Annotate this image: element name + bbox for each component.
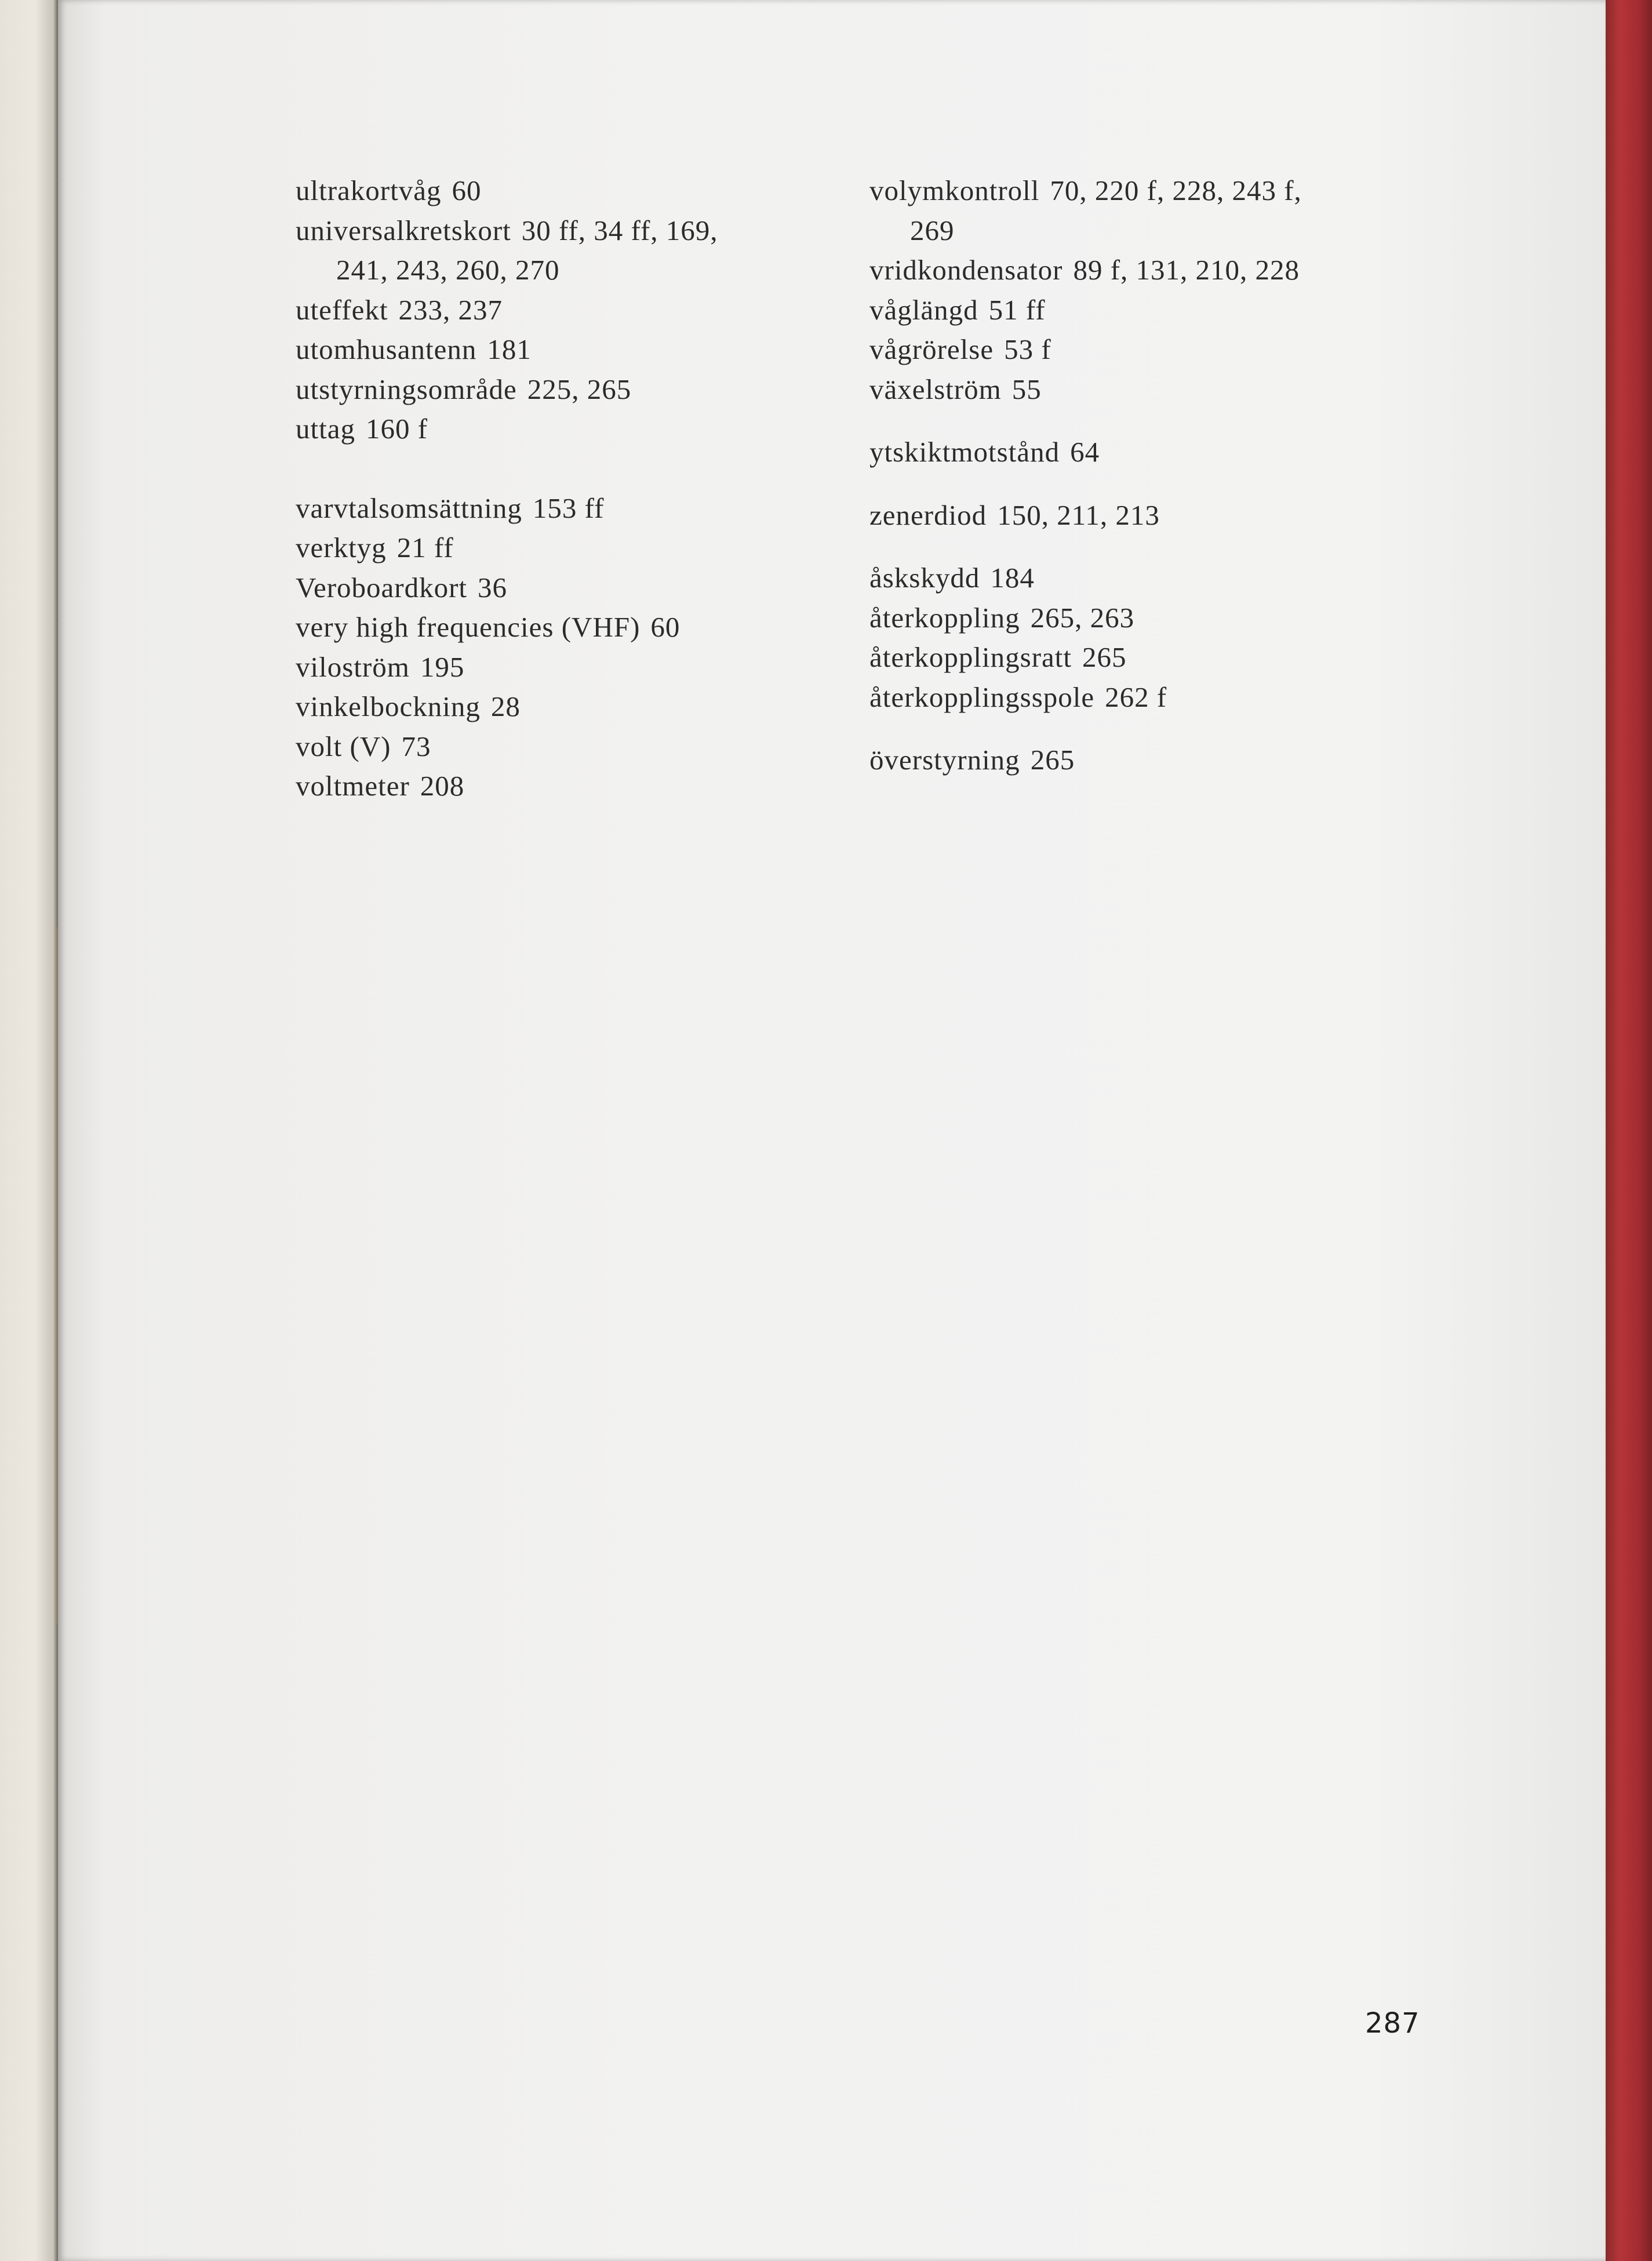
index-entry: uttag 160 f xyxy=(296,413,428,445)
facing-page-edge xyxy=(0,0,58,2261)
index-entry: åskskydd 184 xyxy=(869,562,1035,594)
index-entry: återkoppling 265, 263 xyxy=(869,601,1135,634)
index-entry-continuation: 241, 243, 260, 270 xyxy=(336,254,560,286)
index-entry: våglängd 51 ff xyxy=(869,293,1046,326)
index-entry: vinkelbockning 28 xyxy=(296,690,521,722)
index-entry: volymkontroll 70, 220 f, 228, 243 f, xyxy=(869,175,1302,206)
index-entry: uteffekt 233, 237 xyxy=(296,293,503,326)
index-column-left xyxy=(296,171,875,806)
index-group-v-cont xyxy=(869,171,1449,409)
index-group-oe xyxy=(869,740,1449,780)
index-entry: varvtalsomsättning 153 ff xyxy=(296,492,605,524)
index-entry: återkopplingsratt 265 xyxy=(869,641,1127,673)
index-entry: vridkondensator 89 f, 131, 210, 228 xyxy=(869,254,1300,286)
group-spacer xyxy=(869,717,1449,740)
index-entry: återkopplingsspole 262 f xyxy=(869,681,1167,713)
index-group-z xyxy=(869,496,1449,536)
index-entry: viloström 195 xyxy=(296,650,465,683)
page-number: 287 xyxy=(1365,2007,1420,2040)
book-cover-edge xyxy=(1606,0,1652,2261)
index-entry: Veroboardkort 36 xyxy=(296,571,508,604)
index-entry-continuation: 269 xyxy=(910,214,955,246)
index-group-v xyxy=(296,489,875,806)
index-entry: verktyg 21 ff xyxy=(296,532,454,564)
group-spacer xyxy=(296,449,875,489)
index-column-right xyxy=(869,171,1449,780)
group-spacer xyxy=(869,409,1449,432)
group-spacer xyxy=(869,472,1449,496)
index-group-aa xyxy=(869,558,1449,717)
index-entry: utomhusantenn 181 xyxy=(296,333,532,365)
index-entry: volt (V) 73 xyxy=(296,730,431,762)
index-group-y xyxy=(869,432,1449,472)
index-entry: växelström 55 xyxy=(869,373,1042,405)
group-spacer xyxy=(869,535,1449,558)
index-entry: voltmeter 208 xyxy=(296,770,465,802)
index-entry: överstyrning 265 xyxy=(869,744,1075,776)
index-entry: universalkretskort 30 ff, 34 ff, 169, xyxy=(296,214,718,246)
index-entry: very high frequencies (VHF) 60 xyxy=(296,611,681,643)
index-entry: utstyrningsområde 225, 265 xyxy=(296,373,632,405)
index-entry: ultrakortvåg 60 xyxy=(296,175,482,206)
index-entry: zenerdiod 150, 211, 213 xyxy=(869,499,1160,531)
index-entry: vågrörelse 53 f xyxy=(869,333,1051,365)
index-entry: ytskiktmotstånd 64 xyxy=(869,436,1100,468)
index-group-u xyxy=(296,171,875,449)
